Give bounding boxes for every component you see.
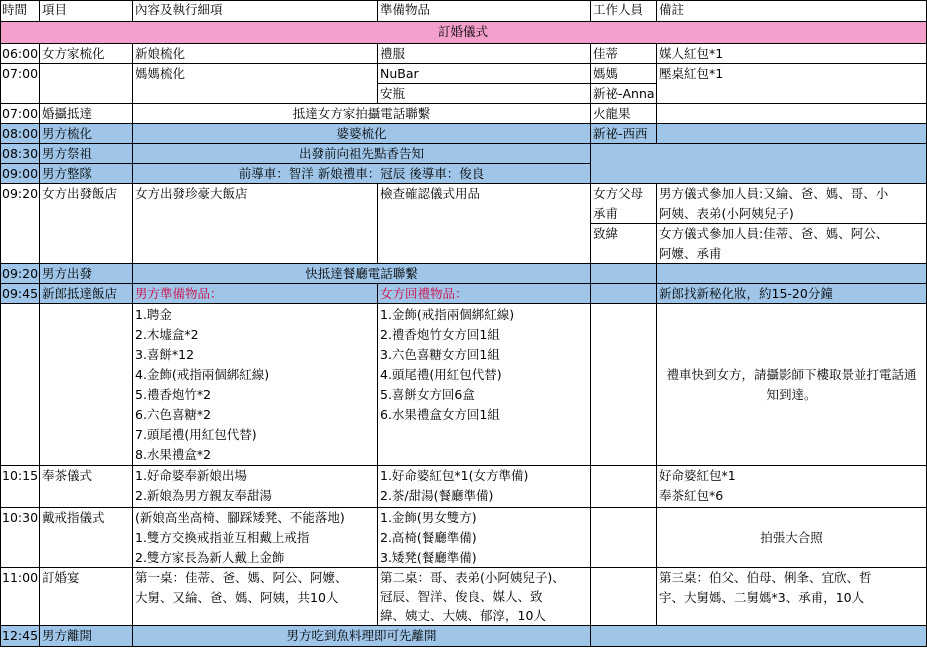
cell-staff: [591, 466, 657, 508]
cell-time: [0, 304, 40, 466]
cell-staff: [591, 304, 657, 466]
prep-line: 2.高椅(餐廳準備): [380, 530, 477, 545]
groom-items-list: [133, 304, 378, 466]
cell-staff: [591, 508, 657, 568]
header-item: 項目: [40, 0, 133, 22]
cell-content: 女方出發珍豪大飯店: [133, 184, 378, 264]
note-line: 奉茶紅包*6: [659, 488, 724, 503]
cell-prep: 女方回禮物品：: [378, 284, 591, 304]
list-item: 8.水果禮盒*2: [135, 447, 212, 462]
prep-line: 緯、姨丈、大姨、郁淳，10人: [380, 608, 546, 623]
cell-staff: [591, 264, 657, 284]
cell-content: 新娘梳化: [133, 44, 378, 64]
header-content: 內容及執行細項: [133, 0, 378, 22]
cell-blank: [591, 144, 927, 184]
cell-note: 壓桌紅包*1: [657, 64, 927, 104]
staff-line: 承甫: [593, 206, 619, 221]
list-item: 4.金飾(戒指兩個綁紅線): [135, 367, 270, 382]
list-item: 2.木墟盒*2: [135, 327, 199, 342]
cell-item: 戴戒指儀式: [40, 508, 133, 568]
cell-content: 男方準備物品：: [133, 284, 378, 304]
cell-content: 媽媽梳化: [133, 64, 378, 104]
content-line: 2.雙方家長為新人戴上金飾: [135, 550, 285, 565]
cell-note: [657, 184, 927, 224]
cell-note: 拍張大合照: [657, 508, 927, 568]
cell-item: 女方家梳化: [40, 44, 133, 64]
list-item: 6.水果禮盒女方回1組: [380, 407, 500, 422]
cell-note: 媒人紅包*1: [657, 44, 927, 64]
cell-item: 男方整隊: [40, 164, 133, 184]
note-line: 第三桌：伯父、伯母、俐夆、宜欣、哲: [659, 570, 872, 585]
cell-item: 訂婚宴: [40, 568, 133, 626]
cell-item: [40, 64, 133, 104]
cell-prep: [378, 508, 591, 568]
content-line: 大舅、又綸、爸、媽、阿姨，共10人: [135, 590, 339, 605]
cell-prep: 安瓶: [378, 84, 591, 104]
cell-note: [657, 466, 927, 508]
cell-item: 女方出發飯店: [40, 184, 133, 264]
cell-item: 男方離開: [40, 626, 133, 647]
cell-time: 07:00: [0, 104, 40, 124]
cell-item: 男方祭祖: [40, 144, 133, 164]
cell-time: 10:30: [0, 508, 40, 568]
cell-staff: [591, 568, 657, 626]
note-line: 阿嬤、承甫: [659, 246, 722, 261]
list-item: 3.喜餅*12: [135, 347, 195, 362]
cell-time: 09:45: [0, 284, 40, 304]
cell-prep: [378, 466, 591, 508]
cell-merged: 男方吃到魚料理即可先離開: [133, 626, 591, 647]
cell-note: 新郎找新秘化妝，約15-20分鐘: [657, 284, 927, 304]
content-line: 1.雙方交換戒指並互相戴上戒指: [135, 530, 310, 545]
prep-line: 冠辰、智洋、俊良、媒人、致: [380, 589, 543, 604]
cell-prep: 禮服: [378, 44, 591, 64]
cell-staff: 致緯: [591, 224, 657, 264]
staff-line: 女方父母: [593, 186, 644, 201]
header-note: 備註: [657, 0, 927, 22]
cell-prep: NuBar: [378, 64, 591, 84]
cell-staff: 新祕-Anna: [591, 84, 657, 104]
content-line: 2.新娘為男方親友奉甜湯: [135, 488, 272, 503]
cell-time: 09:00: [0, 164, 40, 184]
cell-time: 08:30: [0, 144, 40, 164]
list-item: 2.禮香炮竹女方回1組: [380, 327, 500, 342]
cell-staff: [591, 284, 657, 304]
list-item: 1.金飾(戒指兩個綁紅線): [380, 307, 515, 322]
cell-content: [133, 568, 378, 626]
note-line: 宇、大舅媽、二舅媽*3、承甫，10人: [659, 590, 865, 605]
cell-item: 新郎抵達飯店: [40, 284, 133, 304]
cell-merged: 快抵達餐廳電話聯繫: [133, 264, 591, 284]
list-item: 3.六色喜糖女方回1組: [380, 347, 500, 362]
list-item: 4.頭尾禮(用紅包代替): [380, 367, 502, 382]
cell-time: 11:00: [0, 568, 40, 626]
cell-note: [657, 568, 927, 626]
header-staff: 工作人員: [591, 0, 657, 22]
list-item: 7.頭尾禮(用紅包代替): [135, 427, 257, 442]
cell-merged: 前導車：智洋 新娘禮車：冠辰 後導車：俊良: [133, 164, 591, 184]
cell-time: 12:45: [0, 626, 40, 647]
cell-item: 婚攝抵達: [40, 104, 133, 124]
content-line: 第一桌：佳蒂、爸、媽、阿公、阿嬤、: [135, 570, 348, 585]
content-line: 1.好命婆奉新娘出場: [135, 468, 247, 483]
cell-note: [657, 124, 927, 144]
cell-time: 08:00: [0, 124, 40, 144]
cell-note: [657, 224, 927, 264]
cell-prep: 檢查確認儀式用品: [378, 184, 591, 264]
prep-line: 2.茶/甜湯(餐廳準備): [380, 488, 494, 503]
cell-staff: 火龍果: [591, 104, 657, 124]
prep-line: 第二桌：哥、表弟(小阿姨兒子)、: [380, 570, 565, 585]
cell-blank: [591, 626, 927, 647]
cell-prep: [378, 568, 591, 626]
cell-note: [657, 264, 927, 284]
cell-merged: 出發前向祖先點香告知: [133, 144, 591, 164]
cell-staff: [591, 184, 657, 224]
cell-item: 男方出發: [40, 264, 133, 284]
cell-time: 06:00: [0, 44, 40, 64]
list-item: 6.六色喜糖*2: [135, 407, 212, 422]
section-title: 訂婚儀式: [0, 22, 927, 44]
note-line: 男方儀式參加人員:又綸、爸、媽、哥、小: [659, 186, 889, 201]
content-line: (新娘高坐高椅、腳踩矮凳、不能落地): [135, 510, 345, 525]
note-line: 好命婆紅包*1: [659, 468, 736, 483]
list-item: 1.聘金: [135, 307, 172, 322]
cell-staff: 媽媽: [591, 64, 657, 84]
cell-staff: 新祕-西西: [591, 124, 657, 144]
cell-staff: 佳蒂: [591, 44, 657, 64]
list-item: 5.喜餅女方回6盒: [380, 387, 475, 402]
cell-note: [657, 104, 927, 124]
cell-time: 09:20: [0, 264, 40, 284]
cell-item: [40, 304, 133, 466]
prep-line: 3.矮凳(餐廳準備): [380, 550, 477, 565]
cell-time: 10:15: [0, 466, 40, 508]
bride-items-list: [378, 304, 591, 466]
cell-item: 男方梳化: [40, 124, 133, 144]
cell-merged: 婆婆梳化: [133, 124, 591, 144]
list-item: 5.禮香炮竹*2: [135, 387, 212, 402]
prep-line: 1.好命婆紅包*1(女方準備): [380, 468, 529, 483]
cell-content: [133, 508, 378, 568]
cell-note: 禮車快到女方，請攝影師下樓取景並打電話通知到達。: [657, 304, 927, 466]
note-line: 阿姨、表弟(小阿姨兒子): [659, 206, 794, 221]
cell-time: 09:20: [0, 184, 40, 264]
prep-line: 1.金飾(男女雙方): [380, 510, 477, 525]
cell-content: [133, 466, 378, 508]
cell-merged: 抵達女方家拍攝電話聯繫: [133, 104, 591, 124]
cell-time: 07:00: [0, 64, 40, 104]
cell-item: 奉茶儀式: [40, 466, 133, 508]
header-time: 時間: [0, 0, 40, 22]
header-prep: 準備物品: [378, 0, 591, 22]
note-line: 女方儀式參加人員:佳蒂、爸、媽、阿公、: [659, 226, 889, 241]
